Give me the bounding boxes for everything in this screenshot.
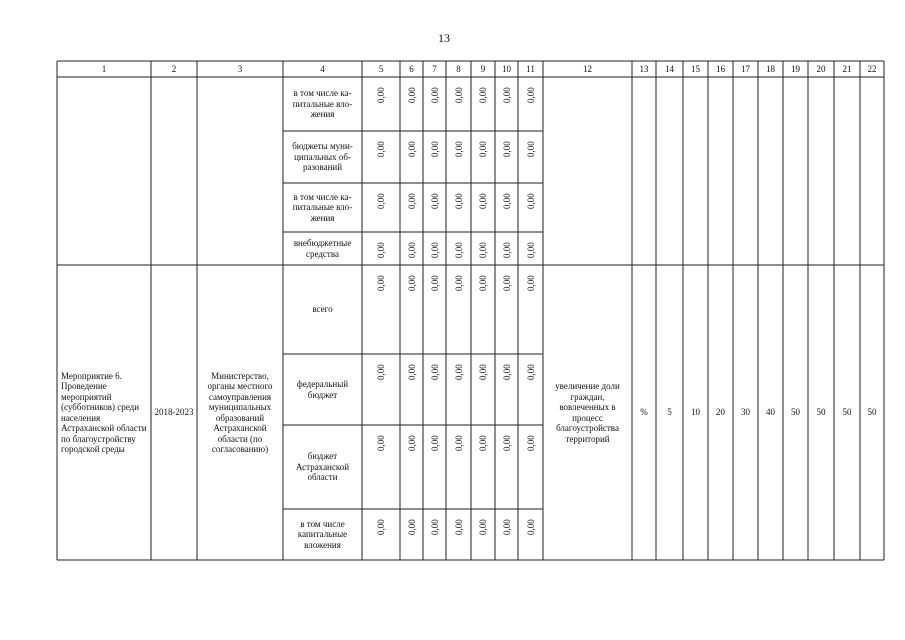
target-value: 50 xyxy=(842,407,852,418)
amount-value: 0,00 xyxy=(478,275,488,291)
target-value: 5 xyxy=(667,407,672,418)
amount-value: 0,00 xyxy=(376,435,386,451)
amount-value: 0,00 xyxy=(376,364,386,380)
amount-value: 0,00 xyxy=(429,87,440,103)
funding-source-label: в том числе ка-питальные вло-жения xyxy=(292,191,353,223)
column-header-22: 22 xyxy=(867,63,877,74)
column-header-17: 17 xyxy=(741,63,750,74)
amount-value: 0,00 xyxy=(453,193,464,209)
column-header-21: 21 xyxy=(842,63,852,74)
column-header-15: 15 xyxy=(691,63,700,74)
page-number: 13 xyxy=(438,31,450,45)
amount-value: 0,00 xyxy=(501,87,512,103)
target-value: 10 xyxy=(691,407,700,418)
column-header-14: 14 xyxy=(665,63,674,74)
funding-source-label: бюджеты муни-ципальных об-разований xyxy=(292,141,353,173)
amount-value: 0,00 xyxy=(501,141,512,157)
amount-value: 0,00 xyxy=(429,275,440,291)
column-header-9: 9 xyxy=(480,63,486,74)
amount-value: 0,00 xyxy=(406,364,417,380)
column-header-19: 19 xyxy=(791,63,800,74)
amount-value: 0,00 xyxy=(406,519,417,535)
amount-value: 0,00 xyxy=(525,242,536,258)
funding-source-label: в том числе капитальные вложения xyxy=(297,518,348,550)
measure-executor: Министерство, органы местного самоуправления муниципальных образований Астраханской области (по согласованию) xyxy=(207,370,273,454)
column-header-3: 3 xyxy=(237,63,243,74)
amount-value: 0,00 xyxy=(453,275,464,291)
amount-value: 0,00 xyxy=(501,275,512,291)
column-header-1: 1 xyxy=(101,63,107,74)
amount-value: 0,00 xyxy=(525,141,536,157)
amount-value: 0,00 xyxy=(376,87,386,103)
amount-value: 0,00 xyxy=(525,275,536,291)
amount-value: 0,00 xyxy=(429,364,440,380)
indicator-unit: % xyxy=(640,407,648,418)
amount-value: 0,00 xyxy=(478,193,488,209)
column-header-16: 16 xyxy=(716,63,725,74)
amount-value: 0,00 xyxy=(406,275,417,291)
funding-source-label: федеральный бюджет xyxy=(296,379,349,400)
amount-value: 0,00 xyxy=(453,141,464,157)
amount-value: 0,00 xyxy=(453,519,464,535)
measure-period: 2018-2023 xyxy=(154,407,194,418)
column-header-20: 20 xyxy=(816,63,826,74)
amount-value: 0,00 xyxy=(501,364,512,380)
amount-value: 0,00 xyxy=(406,87,417,103)
amount-value: 0,00 xyxy=(501,242,512,258)
column-header-11: 11 xyxy=(526,63,535,74)
amount-value: 0,00 xyxy=(429,519,440,535)
amount-value: 0,00 xyxy=(478,242,488,258)
amount-value: 0,00 xyxy=(376,519,386,535)
measure-name: Мероприятие 6. Проведение мероприятий (субботников) среди населения Астраханской области по благоустройству городской среды xyxy=(61,370,147,454)
amount-value: 0,00 xyxy=(376,275,386,291)
column-header-13: 13 xyxy=(639,63,649,74)
column-header-18: 18 xyxy=(766,63,775,74)
amount-value: 0,00 xyxy=(525,519,536,535)
amount-value: 0,00 xyxy=(501,193,512,209)
amount-value: 0,00 xyxy=(376,141,386,157)
amount-value: 0,00 xyxy=(525,435,536,451)
target-value: 50 xyxy=(791,407,800,418)
amount-value: 0,00 xyxy=(376,242,386,258)
amount-value: 0,00 xyxy=(453,364,464,380)
column-header-8: 8 xyxy=(456,63,461,74)
amount-value: 0,00 xyxy=(478,435,488,451)
amount-value: 0,00 xyxy=(453,87,464,103)
amount-value: 0,00 xyxy=(453,435,464,451)
funding-source-label: внебюджетные средства xyxy=(293,238,352,259)
amount-value: 0,00 xyxy=(478,364,488,380)
amount-value: 0,00 xyxy=(525,87,536,103)
amount-value: 0,00 xyxy=(478,519,488,535)
column-header-10: 10 xyxy=(502,63,511,74)
amount-value: 0,00 xyxy=(429,435,440,451)
column-header-12: 12 xyxy=(583,63,592,74)
amount-value: 0,00 xyxy=(501,435,512,451)
amount-value: 0,00 xyxy=(453,242,464,258)
target-value: 20 xyxy=(716,407,725,418)
funding-source-label: бюджет Астраханской области xyxy=(295,451,350,483)
amount-value: 0,00 xyxy=(406,242,417,258)
target-value: 30 xyxy=(741,407,750,418)
column-header-7: 7 xyxy=(432,63,437,74)
target-value: 50 xyxy=(867,407,877,418)
amount-value: 0,00 xyxy=(406,193,417,209)
column-header-5: 5 xyxy=(378,63,384,74)
funding-source-label: всего xyxy=(312,304,333,315)
funding-source-label: в том числе ка-питальные вло-жения xyxy=(292,88,353,120)
amount-value: 0,00 xyxy=(501,519,512,535)
column-header-4: 4 xyxy=(320,63,325,74)
amount-value: 0,00 xyxy=(429,242,440,258)
target-value: 50 xyxy=(816,407,826,418)
target-value: 40 xyxy=(766,407,775,418)
column-header-6: 6 xyxy=(409,63,414,74)
amount-value: 0,00 xyxy=(406,141,417,157)
amount-value: 0,00 xyxy=(525,193,536,209)
amount-value: 0,00 xyxy=(376,193,386,209)
amount-value: 0,00 xyxy=(429,193,440,209)
column-header-2: 2 xyxy=(171,63,177,74)
amount-value: 0,00 xyxy=(429,141,440,157)
amount-value: 0,00 xyxy=(478,87,488,103)
amount-value: 0,00 xyxy=(406,435,417,451)
amount-value: 0,00 xyxy=(525,364,536,380)
target-indicator: увеличение доли граждан, вовлеченных в процесс благоустройства территорий xyxy=(555,381,620,444)
amount-value: 0,00 xyxy=(478,141,488,157)
